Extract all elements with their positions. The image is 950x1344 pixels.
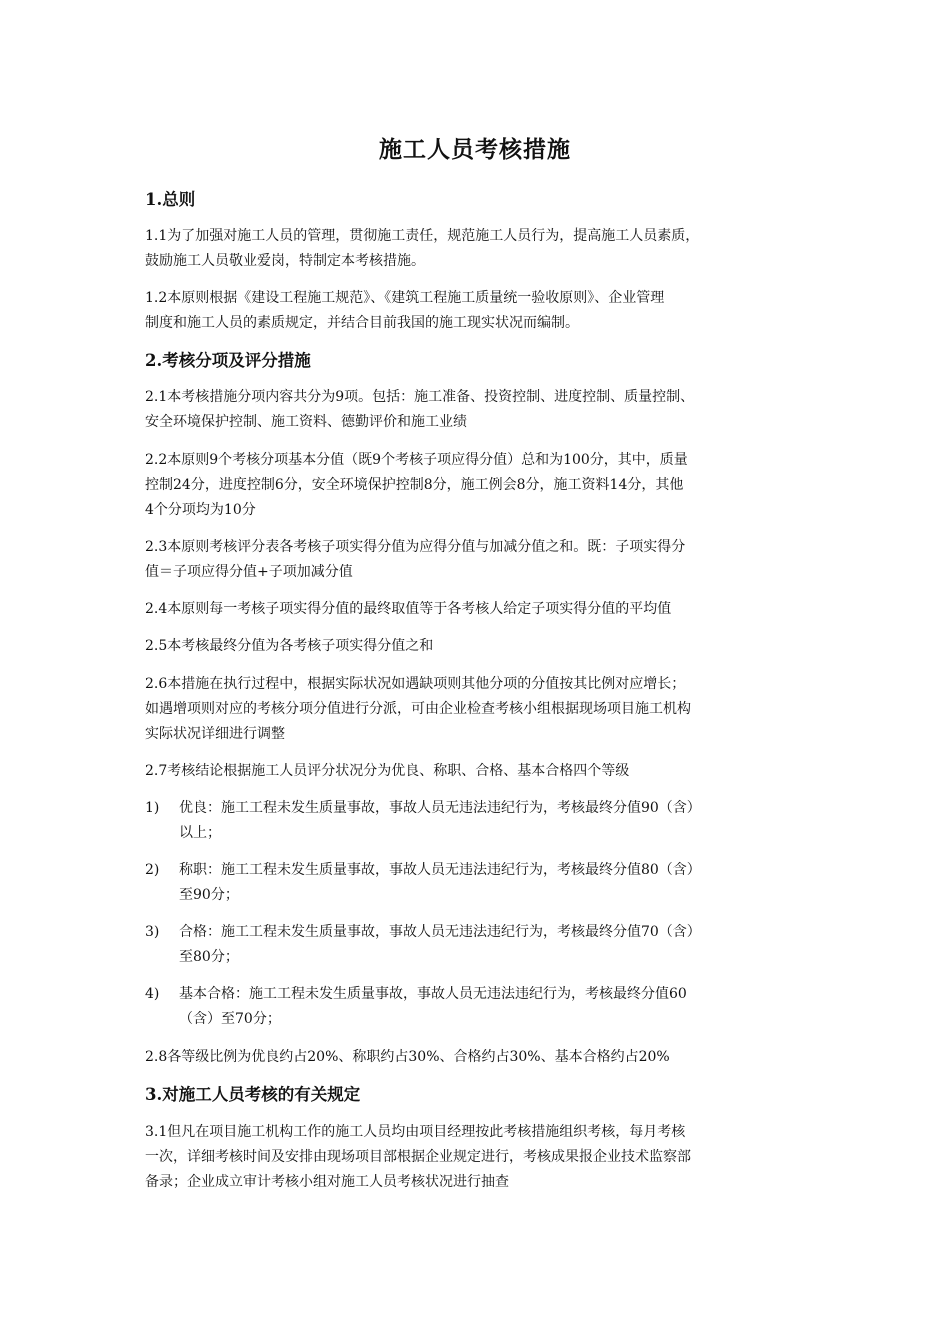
paragraph-2-6 xyxy=(145,672,810,747)
list-number: 2) xyxy=(145,862,160,878)
paragraph-2-7: 2.7考核结论根据施工人员评分状况分为优良、称职、合格、基本合格四个等级 xyxy=(145,763,630,779)
list-item-text xyxy=(179,982,687,1032)
list-line: 称职：施工工程未发生质量事故，事故人员无违法违纪行为，考核最终分值80（含） xyxy=(179,862,701,878)
paragraph-2-8: 2.8各等级比例为优良约占20%、称职约占30%、合格约占30%、基本合格约占20% xyxy=(145,1049,670,1065)
paragraph-line: 值＝子项应得分值+子项加减分值 xyxy=(145,564,353,580)
paragraph-line: 1.2本原则根据《建设工程施工规范》、《建筑工程施工质量统一验收原则》、企业管理 xyxy=(145,290,665,306)
document-title: 施工人员考核措施 xyxy=(379,136,571,163)
section-2-heading: 2.考核分项及评分措施 xyxy=(145,351,311,370)
list-line: 合格：施工工程未发生质量事故，事故人员无违法违纪行为，考核最终分值70（含） xyxy=(179,924,701,940)
paragraph-1-1 xyxy=(145,224,810,274)
paragraph-2-4: 2.4本原则每一考核子项实得分值的最终取值等于各考核人给定子项实得分值的平均值 xyxy=(145,601,672,617)
paragraph-2-2 xyxy=(145,448,810,523)
paragraph-line: 2.3本原则考核评分表各考核子项实得分值为应得分值与加减分值之和。既：子项实得分 xyxy=(145,539,686,555)
list-item-text xyxy=(179,796,701,846)
list-item-text xyxy=(179,858,701,908)
section-1-heading: 1.总则 xyxy=(145,190,196,209)
list-number: 3) xyxy=(145,924,160,940)
paragraph-line: 4个分项均为10分 xyxy=(145,502,256,518)
paragraph-line: 2.6本措施在执行过程中，根据实际状况如遇缺项则其他分项的分值按其比例对应增长； xyxy=(145,676,686,692)
paragraph-line: 2.1本考核措施分项内容共分为9项。包括：施工准备、投资控制、进度控制、质量控制、 xyxy=(145,389,695,405)
paragraph-2-5: 2.5本考核最终分值为各考核子项实得分值之和 xyxy=(145,638,434,654)
list-line: （含）至70分； xyxy=(179,1011,281,1027)
list-line: 以上； xyxy=(179,825,221,841)
list-line: 至80分； xyxy=(179,949,239,965)
list-line: 基本合格：施工工程未发生质量事故，事故人员无违法违纪行为，考核最终分值60 xyxy=(179,986,687,1002)
paragraph-line: 1.1为了加强对施工人员的管理，贯彻施工责任，规范施工人员行为，提高施工人员素质， xyxy=(145,228,700,244)
paragraph-line: 一次，详细考核时间及安排由现场项目部根据企业规定进行，考核成果报企业技术监察部 xyxy=(145,1149,691,1165)
list-number: 1) xyxy=(145,800,160,816)
paragraph-line: 2.2本原则9个考核分项基本分值（既9个考核子项应得分值）总和为100分，其中，质量 xyxy=(145,452,688,468)
paragraph-line: 制度和施工人员的素质规定，并结合目前我国的施工现实状况而编制。 xyxy=(145,315,579,331)
paragraph-line: 控制24分，进度控制6分，安全环境保护控制8分，施工例会8分，施工资料14分，其他 xyxy=(145,477,684,493)
paragraph-2-3 xyxy=(145,535,810,585)
paragraph-3-1 xyxy=(145,1120,810,1195)
paragraph-line: 如遇增项则对应的考核分项分值进行分派，可由企业检查考核小组根据现场项目施工机构 xyxy=(145,701,691,717)
paragraph-line: 3.1但凡在项目施工机构工作的施工人员均由项目经理按此考核措施组织考核，每月考核 xyxy=(145,1124,686,1140)
list-line: 至90分； xyxy=(179,887,239,903)
paragraph-2-1 xyxy=(145,385,810,435)
section-3-heading: 3.对施工人员考核的有关规定 xyxy=(145,1085,361,1104)
paragraph-line: 安全环境保护控制、施工资料、德勤评价和施工业绩 xyxy=(145,414,467,430)
paragraph-line: 实际状况详细进行调整 xyxy=(145,726,285,742)
paragraph-line: 鼓励施工人员敬业爱岗，特制定本考核措施。 xyxy=(145,253,425,269)
list-item-text xyxy=(179,920,701,970)
paragraph-line: 备录；企业成立审计考核小组对施工人员考核状况进行抽查 xyxy=(145,1174,509,1190)
list-line: 优良：施工工程未发生质量事故，事故人员无违法违纪行为，考核最终分值90（含） xyxy=(179,800,701,816)
list-number: 4) xyxy=(145,986,160,1002)
paragraph-1-2 xyxy=(145,286,810,336)
